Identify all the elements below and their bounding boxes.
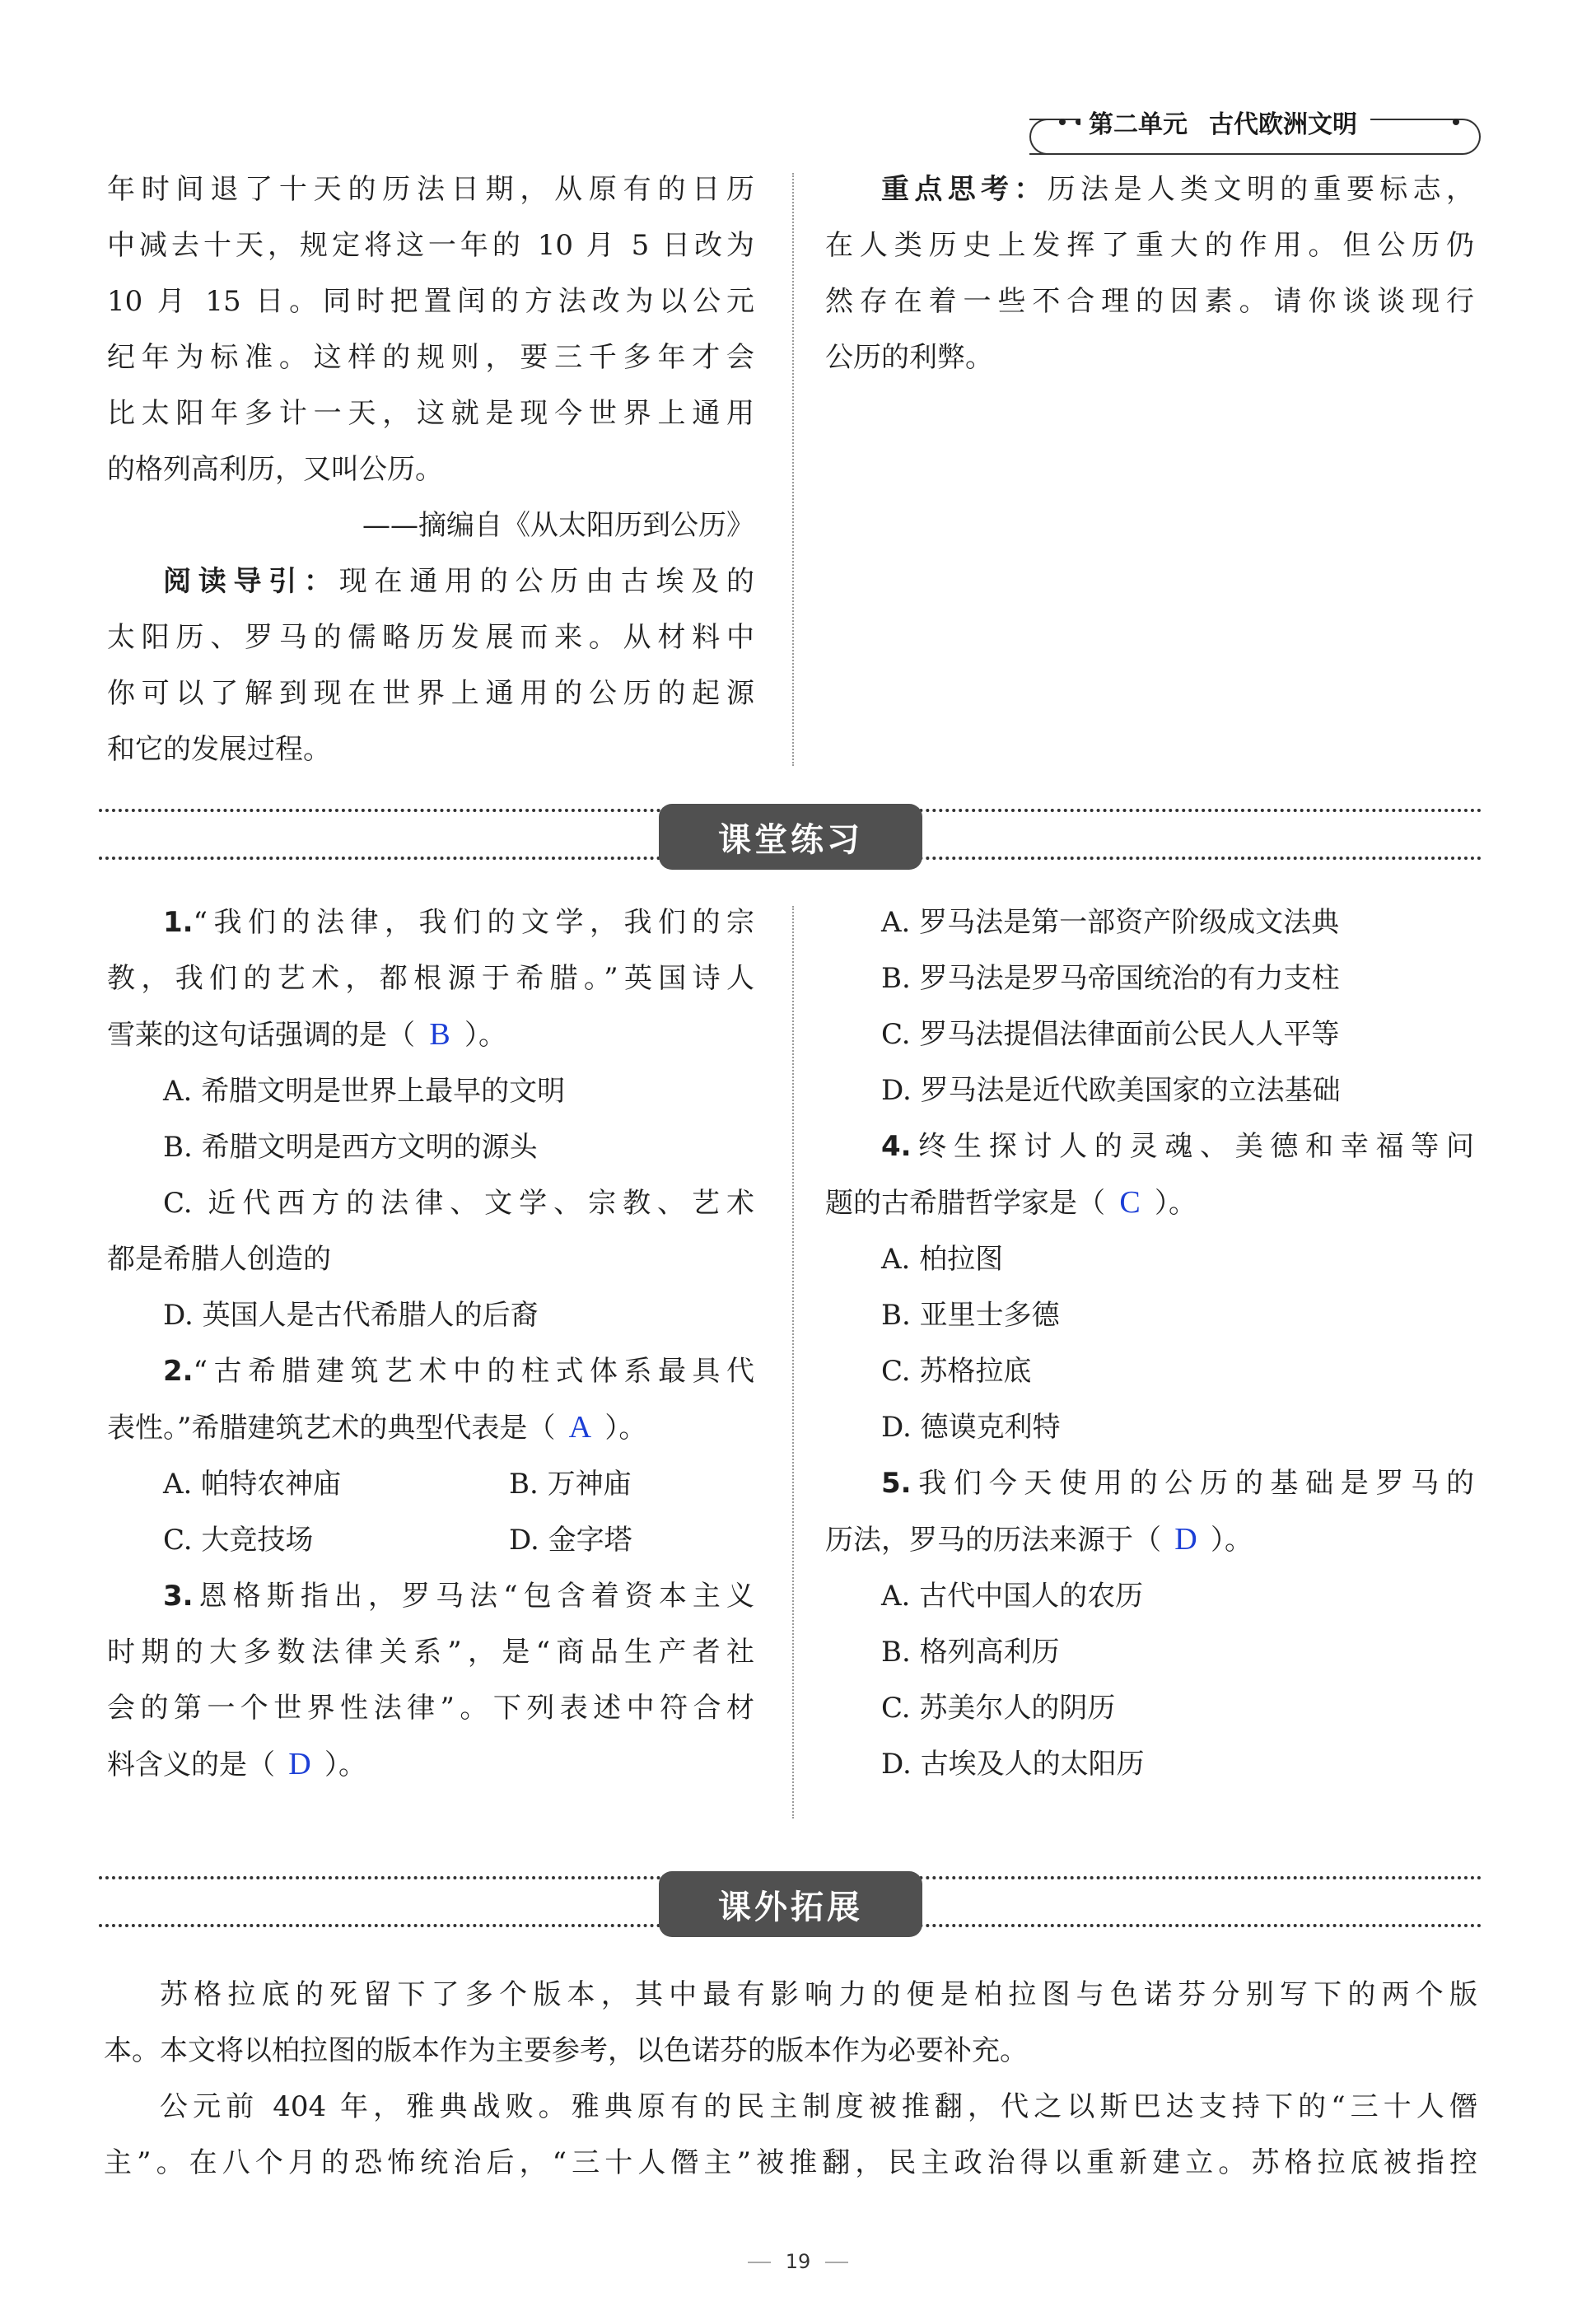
q2-options-row xyxy=(107,1456,754,1512)
page-number: 19 xyxy=(785,2250,811,2273)
header-dot xyxy=(1453,119,1459,125)
q2-answer: A xyxy=(568,1410,592,1445)
q4-option: A. 柏拉图 xyxy=(881,1243,1004,1276)
section-title: 课外拓展 xyxy=(659,1871,922,1937)
q1-answer: B xyxy=(429,1017,450,1052)
reading-guide-line: 太阳历、罗马的儒略历发展而来。从材料中 xyxy=(107,621,754,654)
q2-option: B. 万神庙 xyxy=(509,1468,632,1501)
section-banner-classroom xyxy=(99,796,1482,878)
think-line: 在人类历史上发挥了重大的作用。但公历仍 xyxy=(825,229,1474,262)
q2-stem-end: 表性。”希腊建筑艺术的典型代表是（ A ）。 xyxy=(107,1399,754,1456)
think-line: 公历的利弊。 xyxy=(825,341,993,374)
header-dot xyxy=(1059,119,1066,125)
extension-line: 主”。在八个月的恐怖统治后，“三十人僭主”被推翻，民主政治得以重新建立。苏格拉底被指控 xyxy=(104,2146,1477,2179)
extension-line: 本。本文将以柏拉图的版本作为主要参考，以色诺芬的版本作为必要补充。 xyxy=(104,2034,1028,2067)
q1-option: A. 希腊文明是世界上最早的文明 xyxy=(163,1075,566,1108)
key-thinking xyxy=(825,161,1474,385)
exercises-left xyxy=(107,894,754,1793)
reading-guide-line: 和它的发展过程。 xyxy=(107,733,331,766)
q2-option: D. 金字塔 xyxy=(509,1524,632,1557)
reading-line: 中减去十天，规定将这一年的 10 月 5 日改为 xyxy=(107,229,754,262)
q5-stem: 5.我们今天使用的公历的基础是罗马的 xyxy=(881,1467,1474,1500)
page-footer xyxy=(0,2250,1596,2273)
q5-option: B. 格列高利历 xyxy=(881,1636,1060,1669)
reading-source: ——摘编自《从太阳历到公历》 xyxy=(362,509,754,542)
extension-text xyxy=(104,1967,1477,2191)
q1-option: D. 英国人是古代希腊人的后裔 xyxy=(163,1299,539,1332)
q3-answer: D xyxy=(288,1747,311,1781)
q4-option: D. 德谟克利特 xyxy=(881,1411,1061,1444)
q2-options-row xyxy=(107,1512,754,1568)
q4-option: C. 苏格拉底 xyxy=(881,1355,1032,1388)
q3-option: C. 罗马法提倡法律面前公民人人平等 xyxy=(881,1018,1340,1051)
unit-title: 古代欧洲文明 xyxy=(1209,110,1357,139)
q4-answer: C xyxy=(1119,1185,1141,1220)
extension-line: 公元前 404 年，雅典战败。雅典原有的民主制度被推翻，代之以斯巴达支持下的“三十人僭 xyxy=(160,2090,1477,2123)
q2-option: C. 大竞技场 xyxy=(163,1524,314,1557)
q3-stem-end: 料含义的是（ D ）。 xyxy=(107,1736,754,1793)
q3-stem: 会的第一个世界性法律”。下列表述中符合材 xyxy=(107,1692,754,1725)
q5-option: A. 古代中国人的农历 xyxy=(881,1580,1144,1613)
q3-option: A. 罗马法是第一部资产阶级成文法典 xyxy=(881,906,1340,939)
q2-stem: 2.“古希腊建筑艺术中的柱式体系最具代 xyxy=(163,1355,754,1388)
reading-line: 纪年为标准。这样的规则，要三千多年才会 xyxy=(107,341,754,374)
section-title: 课堂练习 xyxy=(659,804,922,870)
q2-option: A. 帕特农神庙 xyxy=(163,1468,342,1501)
q5-option: C. 苏美尔人的阴历 xyxy=(881,1692,1116,1725)
q1-stem-end: 雪莱的这句话强调的是（ B ）。 xyxy=(107,1006,754,1063)
reading-guide-line: 你可以了解到现在世界上通用的公历的起源 xyxy=(107,677,754,710)
think-line: 重点思考：历法是人类文明的重要标志， xyxy=(881,173,1474,206)
reading-guide: 阅读导引：现在通用的公历由古埃及的 xyxy=(163,565,754,598)
reading-line: 年时间退了十天的历法日期，从原有的日历 xyxy=(107,173,754,206)
q4-stem: 4.终生探讨人的灵魂、美德和幸福等问 xyxy=(881,1130,1474,1163)
think-label: 重点思考： xyxy=(881,173,1048,206)
q4-stem-end: 题的古希腊哲学家是（ C ）。 xyxy=(825,1174,1474,1231)
q4-option: B. 亚里士多德 xyxy=(881,1299,1060,1332)
q3-stem: 3.恩格斯指出，罗马法“包含着资本主义 xyxy=(163,1580,754,1613)
reading-line: 比太阳年多计一天，这就是现今世界上通用 xyxy=(107,397,754,430)
unit-label: 第二单元 xyxy=(1089,110,1188,139)
q3-stem: 时期的大多数法律关系”，是“商品生产者社 xyxy=(107,1636,754,1669)
section-banner-extension xyxy=(99,1863,1482,1945)
q1-option: C. 近代西方的法律、文学、宗教、艺术 xyxy=(163,1187,754,1220)
column-divider xyxy=(792,173,794,766)
column-divider xyxy=(792,906,794,1818)
running-header xyxy=(1080,105,1370,138)
q5-option: D. 古埃及人的太阳历 xyxy=(881,1748,1145,1781)
q1-option: B. 希腊文明是西方文明的源头 xyxy=(163,1131,538,1164)
q5-answer: D xyxy=(1174,1522,1197,1557)
q1-stem: 1.“我们的法律，我们的文学，我们的宗 xyxy=(163,906,754,939)
guide-label: 阅读导引： xyxy=(163,565,339,598)
reading-material xyxy=(107,161,754,777)
reading-line: 的格列高利历，又叫公历。 xyxy=(107,453,443,486)
q1-option-cont: 都是希腊人创造的 xyxy=(107,1243,331,1276)
q3-option: B. 罗马法是罗马帝国统治的有力支柱 xyxy=(881,962,1340,995)
q3-option: D. 罗马法是近代欧美国家的立法基础 xyxy=(881,1074,1341,1107)
reading-line: 10 月 15 日。同时把置闰的方法改为以公元 xyxy=(107,285,754,318)
q1-stem: 教，我们的艺术，都根源于希腊。”英国诗人 xyxy=(107,962,754,995)
q5-stem-end: 历法，罗马的历法来源于（ D ）。 xyxy=(825,1511,1474,1568)
exercises-right xyxy=(825,894,1474,1792)
extension-line: 苏格拉底的死留下了多个版本，其中最有影响力的便是柏拉图与色诺芬分别写下的两个版 xyxy=(160,1978,1477,2011)
think-line: 然存在着一些不合理的因素。请你谈谈现行 xyxy=(825,285,1474,318)
